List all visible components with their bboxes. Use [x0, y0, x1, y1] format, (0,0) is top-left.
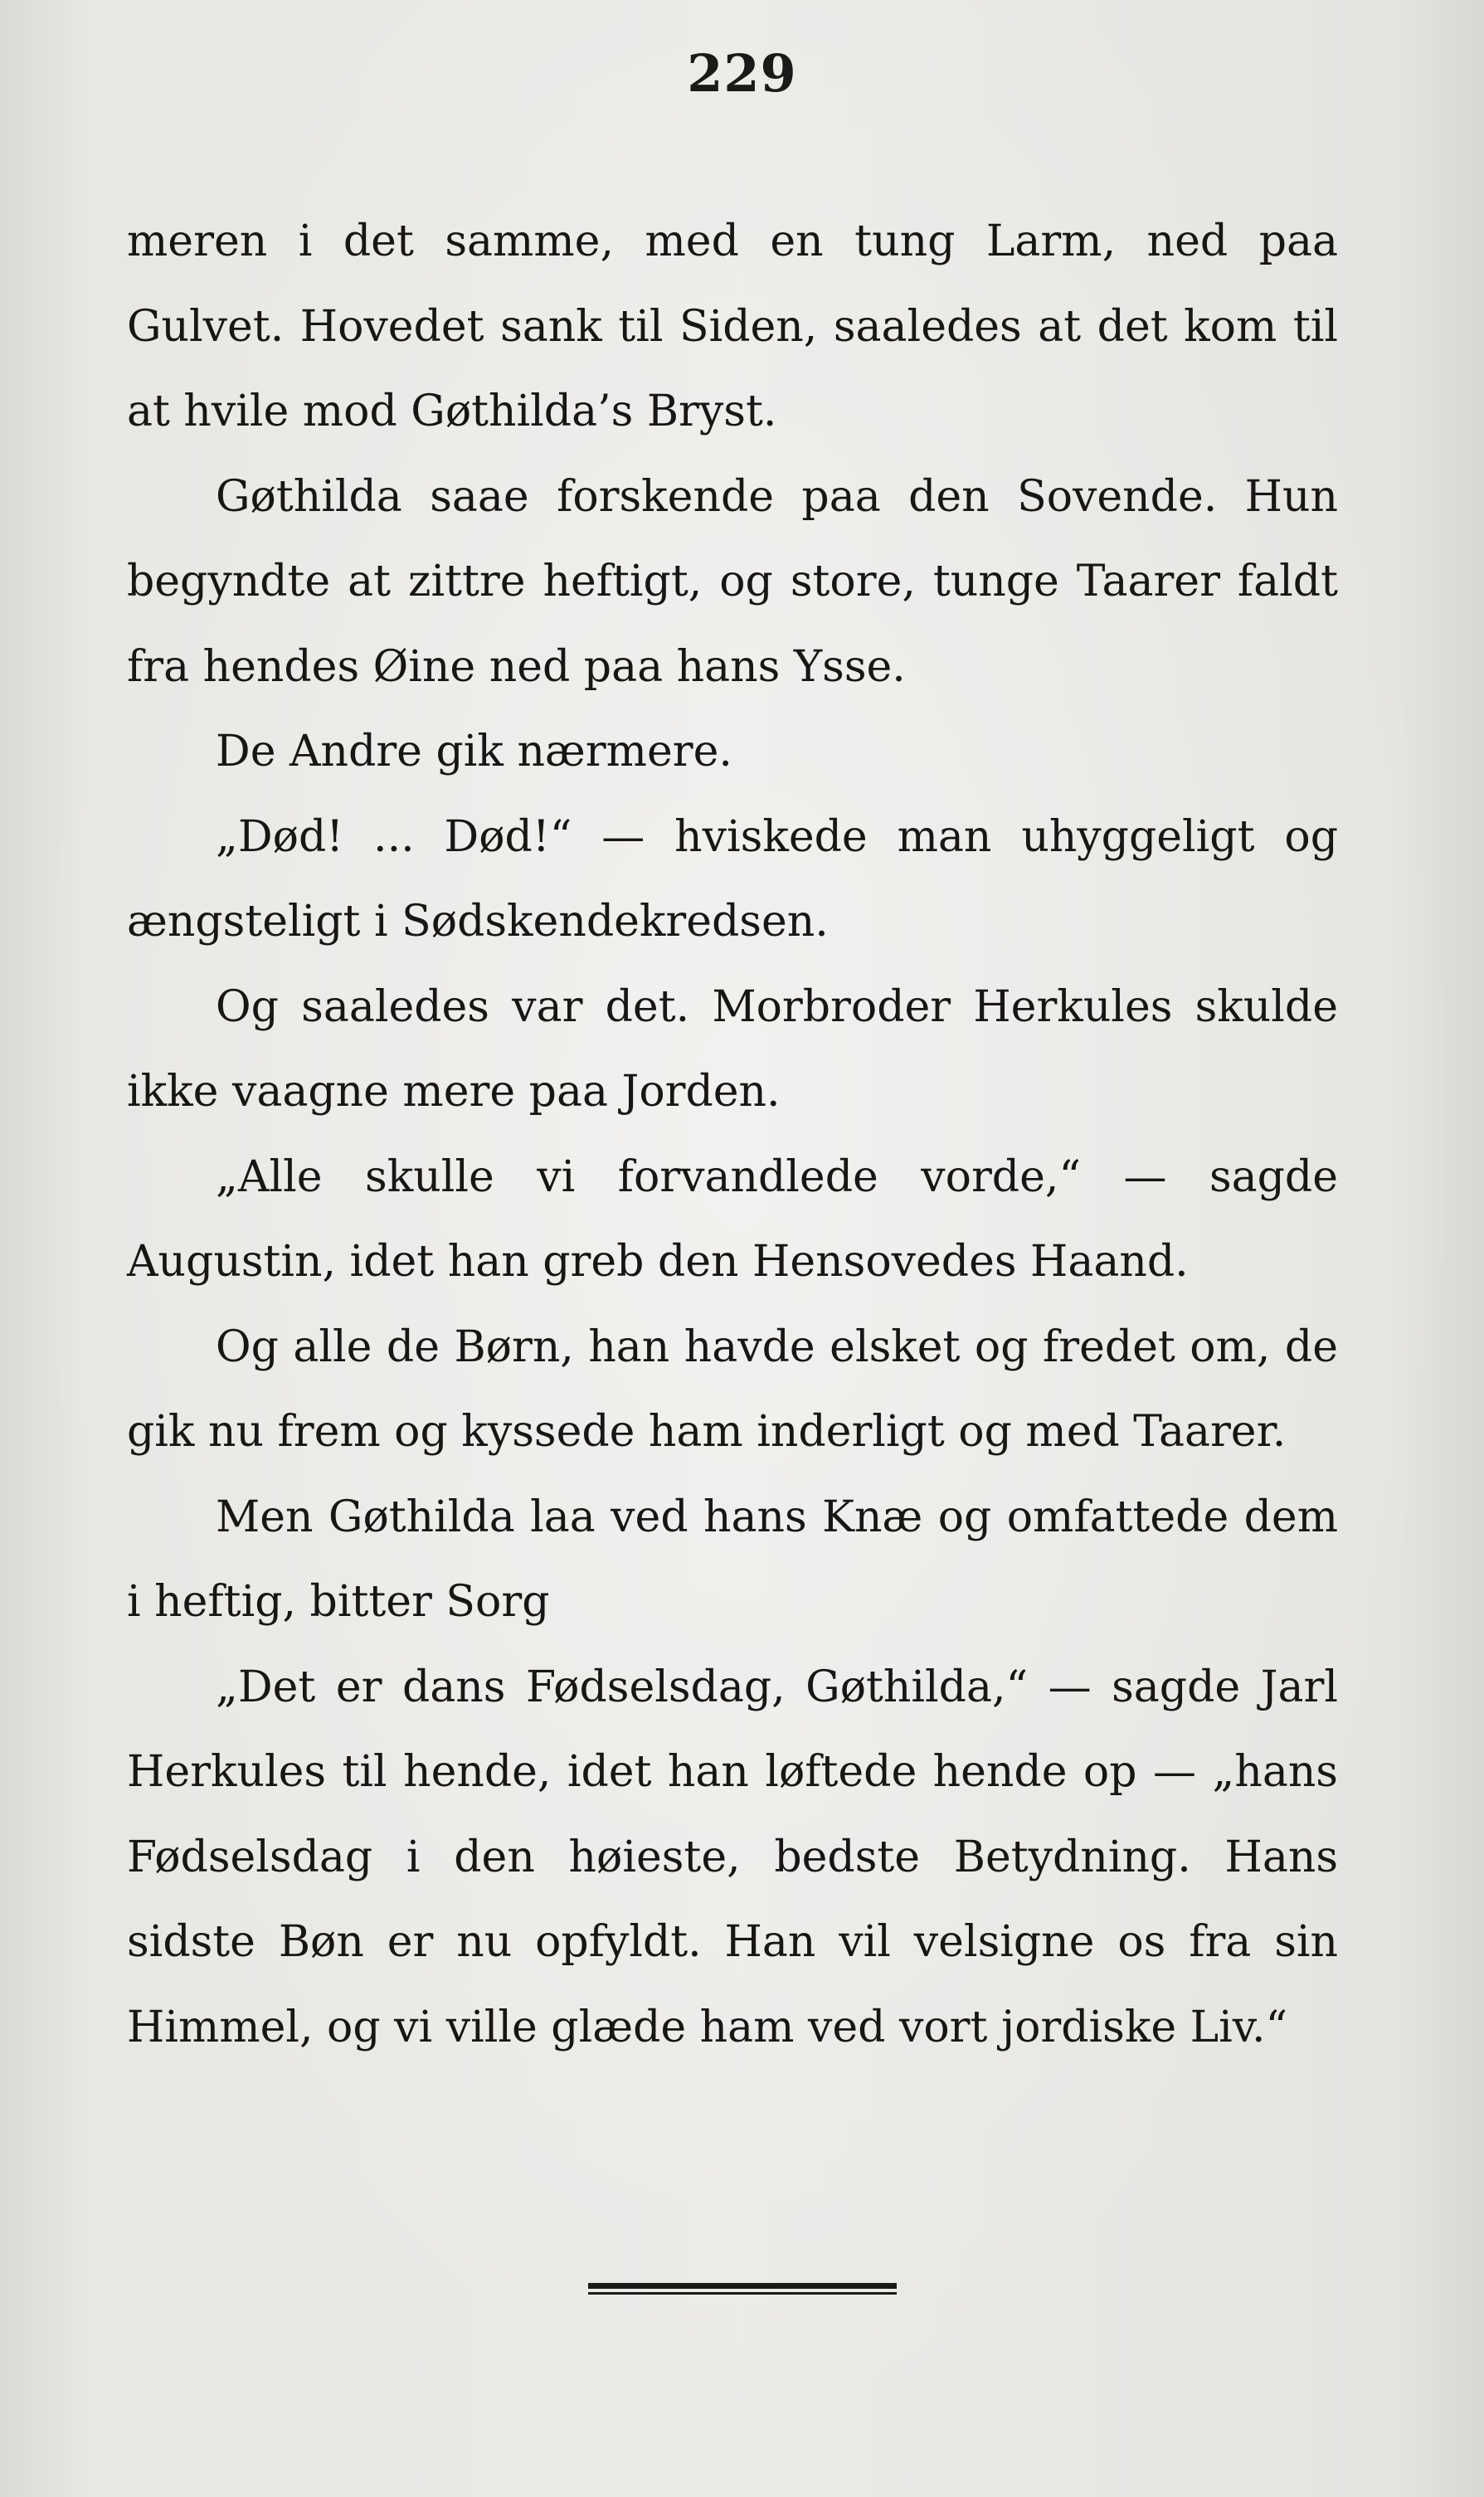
- paragraph-2: Gøthilda saae forskende paa den Sovende. Hun begyndte at zittre heftigt, og store, tunge Taarer faldt fra hendes Øine ned paa hans Ysse.: [127, 471, 1338, 692]
- paragraph-9: „Det er dans Fødselsdag, Gøthilda,“ — sagde Jarl Herkules til hende, idet han løftede hende op — „hans Fødselsdag i den høieste, bedste Betydning. Hans sidste Bøn er nu opfyldt. Han vil velsigne os fra sin Himmel, og vi ville glæde ham ved vort jordiske Liv.“: [127, 1662, 1338, 2052]
- paragraph-6: „Alle skulle vi forvandlede vorde,“ — sagde Augustin, idet han greb den Hensovedes Haand.: [127, 1151, 1338, 1287]
- paragraph-3: De Andre gik nærmere.: [216, 727, 732, 776]
- page-number: 229: [687, 43, 797, 104]
- end-rule-thick-line: [588, 2283, 897, 2289]
- paragraph-4: „Død! ... Død!“ — hviskede man uhyggeligt og ængsteligt i Sødskendekredsen.: [127, 811, 1338, 947]
- paragraph-1: meren i det samme, med en tung Larm, ned paa Gulvet. Hovedet sank til Siden, saaledes at det kom til at hvile mod Gøthilda’s Bryst.: [127, 217, 1338, 436]
- end-rule-thin-line: [588, 2292, 897, 2295]
- body-text: [127, 199, 1338, 2070]
- paragraph-5: Og saaledes var det. Morbroder Herkules skulde ikke vaagne mere paa Jorden.: [127, 981, 1338, 1117]
- end-rule: [588, 2283, 897, 2296]
- paragraph-8: Men Gøthilda laa ved hans Knæ og omfattede dem i heftig, bitter Sorg: [127, 1492, 1338, 1627]
- paragraph-7: Og alle de Børn, han havde elsket og fredet om, de gik nu frem og kyssede ham inderligt og med Taarer.: [127, 1322, 1338, 1457]
